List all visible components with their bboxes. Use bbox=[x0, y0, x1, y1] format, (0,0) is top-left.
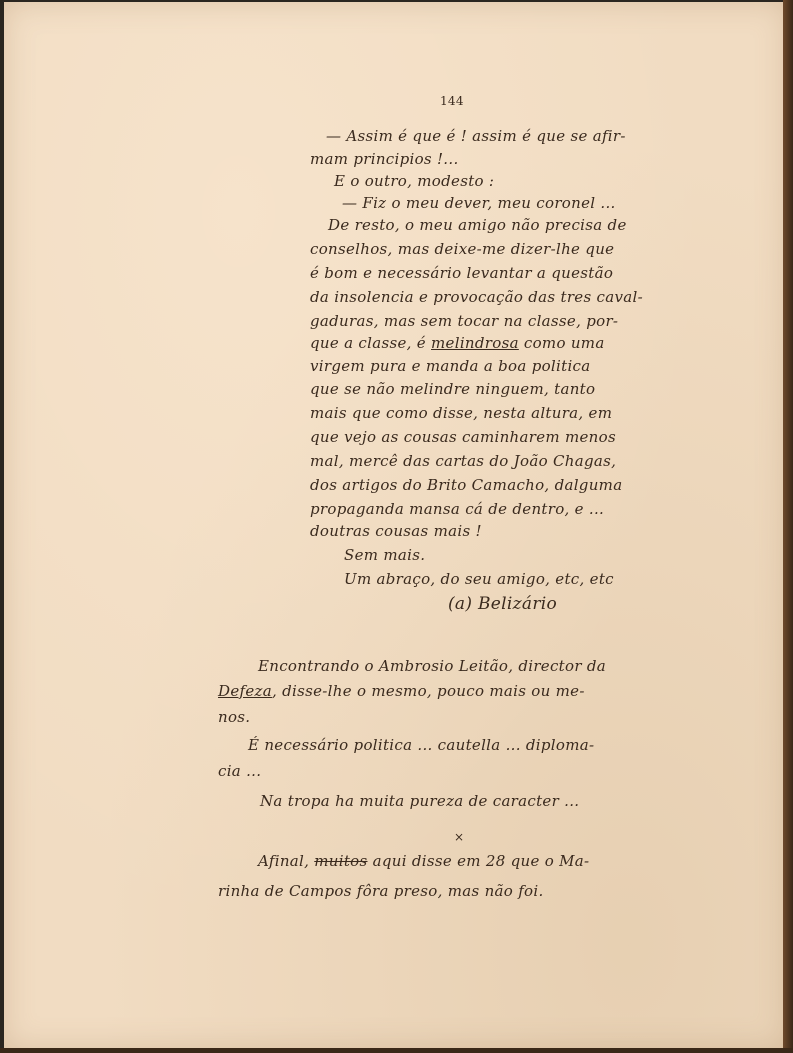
manuscript-page bbox=[4, 2, 786, 1049]
letter-line: Sem mais. bbox=[344, 546, 426, 564]
letter-line: — Fiz o meu dever, meu coronel ... bbox=[342, 194, 616, 212]
letter-line: dos artigos do Brito Camacho, dalguma bbox=[310, 476, 623, 494]
letter-line: é bom e necessário levantar a questão bbox=[310, 264, 614, 282]
letter-line: da insolencia e provocação das tres caval- bbox=[310, 288, 643, 306]
letter-line: mais que como disse, nesta altura, em bbox=[310, 404, 613, 422]
letter-line: — Assim é que é ! assim é que se afir- bbox=[326, 127, 626, 145]
letter-line: virgem pura e manda a boa politica bbox=[310, 357, 591, 375]
note-line: cia ... bbox=[218, 762, 262, 780]
signature: (a) Belizário bbox=[448, 594, 558, 614]
letter-line: mam principios !... bbox=[310, 150, 459, 168]
letter-line: E o outro, modesto : bbox=[334, 172, 495, 190]
note-line: rinha de Campos fôra preso, mas não foi. bbox=[218, 882, 544, 900]
underlined-word: Defeza bbox=[218, 682, 272, 700]
letter-line: conselhos, mas deixe-me dizer-lhe que bbox=[310, 240, 615, 258]
note-line: É necessário politica ... cautella ... diploma- bbox=[248, 736, 595, 754]
note-text: Afinal, bbox=[258, 852, 315, 870]
page-edge-bottom bbox=[0, 1048, 793, 1053]
letter-line: que vejo as cousas caminharem menos bbox=[310, 428, 616, 446]
letter-line: gaduras, mas sem tocar na classe, por- bbox=[310, 312, 619, 330]
letter-line: propaganda mansa cá de dentro, e ... bbox=[310, 500, 605, 518]
letter-line: Um abraço, do seu amigo, etc, etc bbox=[344, 570, 614, 588]
note-text: , disse-lhe o mesmo, pouco mais ou me- bbox=[271, 682, 585, 700]
letter-text: como uma bbox=[518, 334, 605, 352]
letter-text: que a classe, é bbox=[310, 334, 432, 352]
underlined-word: melindrosa bbox=[431, 334, 519, 352]
letter-line: que se não melindre ninguem, tanto bbox=[310, 380, 596, 398]
note-line bbox=[258, 852, 589, 870]
page-number: 144 bbox=[440, 94, 464, 108]
letter-line: doutras cousas mais ! bbox=[310, 522, 482, 540]
letter-line: De resto, o meu amigo não precisa de bbox=[328, 216, 627, 234]
note-line: nos. bbox=[218, 708, 251, 726]
note-line: Na tropa ha muita pureza de caracter ... bbox=[260, 792, 580, 810]
page-edge-right bbox=[783, 0, 793, 1053]
note-line: Encontrando o Ambrosio Leitão, director da bbox=[258, 657, 607, 675]
letter-line bbox=[310, 334, 605, 352]
struck-word: muitos bbox=[314, 852, 368, 870]
letter-line: mal, mercê das cartas do João Chagas, bbox=[310, 452, 617, 470]
section-separator: × bbox=[454, 830, 465, 844]
note-text: aqui disse em 28 que o Ma- bbox=[372, 852, 590, 870]
note-line bbox=[218, 682, 585, 700]
